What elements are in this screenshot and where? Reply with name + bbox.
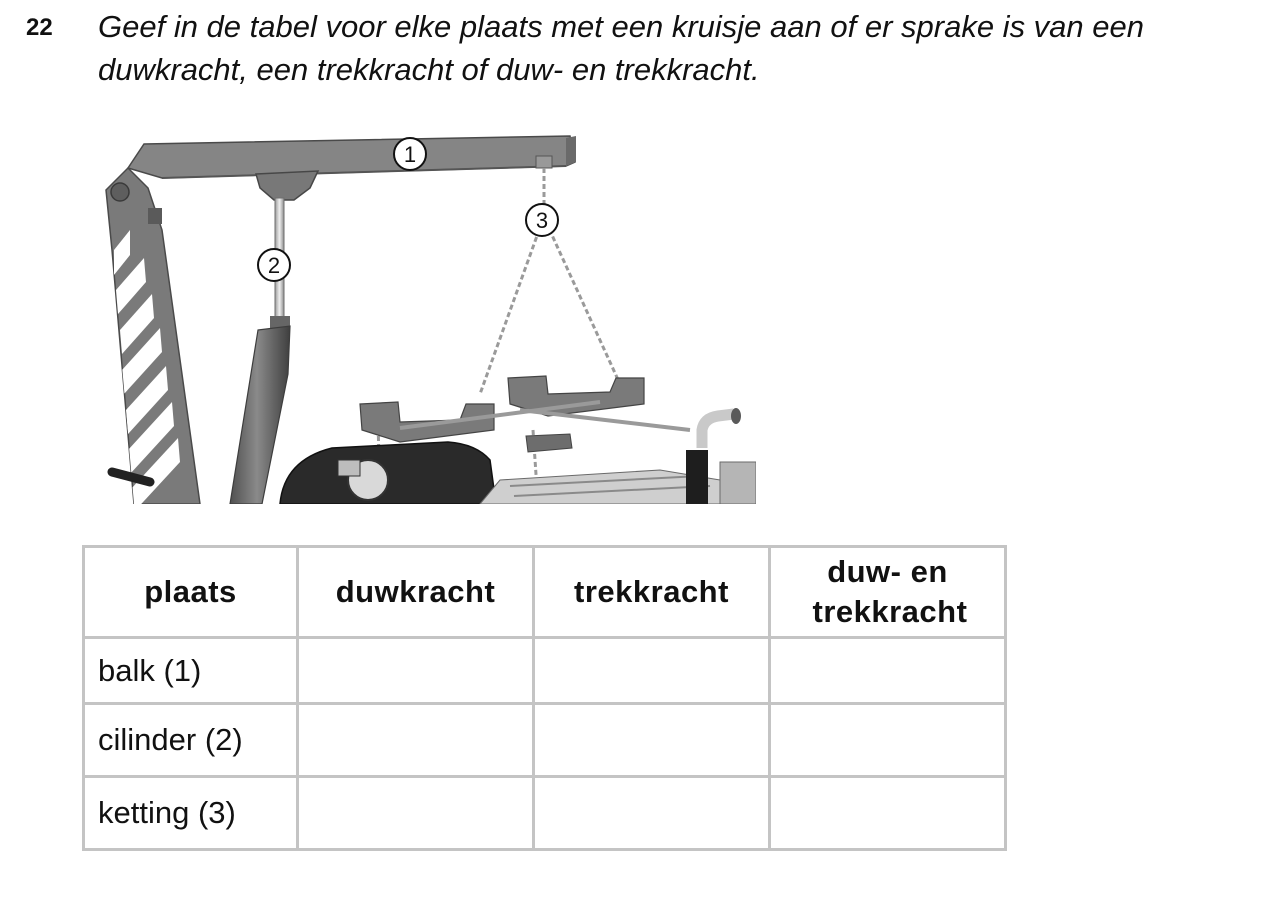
- cylinder-bracket: [256, 171, 318, 200]
- answer-cell-push[interactable]: [298, 777, 534, 850]
- engine: [280, 408, 756, 504]
- answer-cell-pull[interactable]: [534, 704, 770, 777]
- answer-cell-pull[interactable]: [534, 777, 770, 850]
- marker-3-label: 3: [535, 208, 549, 233]
- engine-crane-illustration: [100, 130, 756, 504]
- crane-boom: [128, 136, 576, 178]
- hook-mount: [536, 156, 552, 168]
- header-place: plaats: [84, 547, 298, 638]
- answer-cell-both[interactable]: [770, 777, 1006, 850]
- marker-1: [394, 138, 426, 170]
- marker-2: [258, 249, 290, 281]
- table-row: [84, 704, 1006, 777]
- marker-3: [526, 204, 558, 236]
- answer-table: [82, 545, 1007, 851]
- row-place-label: ketting (3): [84, 777, 298, 850]
- answer-cell-both[interactable]: [770, 638, 1006, 704]
- marker-1-label: 1: [403, 142, 417, 167]
- answer-cell-both[interactable]: [770, 704, 1006, 777]
- hydraulic-cylinder: [230, 198, 290, 504]
- question-number: 22: [26, 14, 53, 41]
- answer-cell-push[interactable]: [298, 704, 534, 777]
- table-row: [84, 638, 1006, 704]
- header-push: duwkracht: [298, 547, 534, 638]
- lifting-frame: [360, 376, 690, 452]
- row-place-label: cilinder (2): [84, 704, 298, 777]
- answer-cell-push[interactable]: [298, 638, 534, 704]
- marker-2-label: 2: [267, 253, 281, 278]
- header-pull: trekkracht: [534, 547, 770, 638]
- question-text: Geef in de tabel voor elke plaats met een kruisje aan of er sprake is van een duwkracht, een trekkracht of duw- en trekkracht.: [98, 9, 1144, 87]
- table-row: [84, 777, 1006, 850]
- answer-cell-pull[interactable]: [534, 638, 770, 704]
- header-both: [770, 547, 1006, 638]
- crane-column: [106, 168, 200, 504]
- row-place-label: balk (1): [84, 638, 298, 704]
- table-header-row: [84, 547, 1006, 638]
- header-both-label: duw- en trekkracht: [812, 554, 968, 629]
